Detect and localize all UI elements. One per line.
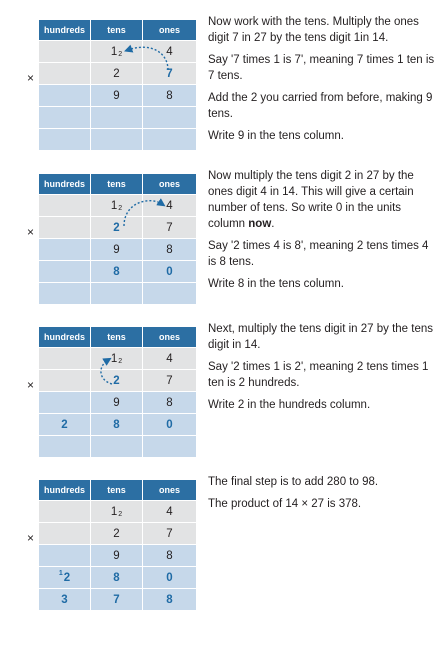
cell: 2 — [91, 63, 143, 85]
paragraph: Say '2 times 1 is 2', meaning 2 tens times 1 ten is 2 hundreds. — [208, 361, 429, 389]
cell: 8 — [143, 392, 196, 414]
cell — [143, 107, 196, 129]
times-sign: × — [27, 531, 35, 545]
cell: 9 — [91, 392, 143, 414]
cell: 4 — [143, 195, 196, 217]
cell: 4 — [143, 501, 196, 523]
step-1-grid — [39, 20, 196, 151]
cell: 9 — [91, 85, 143, 107]
cell — [39, 523, 91, 545]
paragraph: Write 8 in the tens column. — [208, 278, 344, 290]
paragraph: Write 9 in the tens column. — [208, 130, 344, 142]
header-hundreds: hundreds — [39, 174, 91, 195]
cell-carry: 1 2 — [91, 348, 143, 370]
cell — [39, 195, 91, 217]
cell-highlight: 8 — [91, 261, 143, 283]
cell-highlight: 0 — [143, 261, 196, 283]
cell — [39, 261, 91, 283]
cell: 9 — [91, 545, 143, 567]
header-tens: tens — [91, 20, 143, 41]
cell-carry: 1 2 — [91, 501, 143, 523]
cell-highlight: 8 — [91, 567, 143, 589]
header-tens: tens — [91, 327, 143, 348]
cell-highlight: 0 — [143, 414, 196, 436]
paragraph: The final step is to add 280 to 98. — [208, 476, 379, 488]
cell — [39, 85, 91, 107]
times-sign: × — [27, 225, 35, 239]
cell-highlight: 2 — [39, 414, 91, 436]
step-1-text — [208, 14, 436, 150]
cell — [39, 239, 91, 261]
cell: 8 — [143, 85, 196, 107]
header-tens: tens — [91, 480, 143, 501]
cell — [39, 107, 91, 129]
cell-carry: 1 2 — [91, 195, 143, 217]
paragraph — [208, 168, 436, 232]
cell — [143, 436, 196, 458]
cell: 7 — [143, 370, 196, 392]
cell: 7 — [143, 523, 196, 545]
step-3-text — [208, 321, 436, 419]
cell — [91, 107, 143, 129]
header-ones: ones — [143, 20, 196, 41]
step-4-text — [208, 474, 436, 518]
cell: 2 — [91, 523, 143, 545]
cell — [39, 436, 91, 458]
emphasis: now — [248, 218, 272, 230]
cell: 8 — [143, 545, 196, 567]
cell: 4 — [143, 41, 196, 63]
cell — [39, 283, 91, 305]
step-2-grid — [39, 174, 196, 305]
cell-carry-highlight: 1 2 — [39, 567, 91, 589]
paragraph: Say '2 times 4 is 8', meaning 2 tens times 4 is 8 tens. — [208, 240, 429, 268]
cell-highlight: 8 — [143, 589, 196, 611]
cell — [39, 545, 91, 567]
cell: 9 — [91, 239, 143, 261]
cell — [143, 283, 196, 305]
header-ones: ones — [143, 174, 196, 195]
paragraph-text: Now multiply the tens digit 2 in 27 by the ones digit 4 in 14. This will give a certain number of tens. So write 0 in the units column — [208, 170, 414, 230]
cell — [39, 41, 91, 63]
header-tens: tens — [91, 174, 143, 195]
cell-highlight: 2 — [91, 370, 143, 392]
cell-highlight: 7 — [143, 63, 196, 85]
step-2-text — [208, 168, 436, 298]
cell-highlight: 7 — [91, 589, 143, 611]
cell — [39, 63, 91, 85]
paragraph: Say '7 times 1 is 7', meaning 7 times 1 ten is 7 tens. — [208, 54, 435, 82]
paragraph: Next, multiply the tens digit in 27 by the tens digit in 14. — [208, 323, 434, 351]
cell — [39, 501, 91, 523]
cell-highlight: 2 — [91, 217, 143, 239]
header-ones: ones — [143, 480, 196, 501]
header-hundreds: hundreds — [39, 480, 91, 501]
cell-highlight: 3 — [39, 589, 91, 611]
cell — [143, 129, 196, 151]
header-hundreds: hundreds — [39, 20, 91, 41]
cell-highlight: 0 — [143, 567, 196, 589]
paragraph: Now work with the tens. Multiply the ones digit 7 in 27 by the tens digit 1in 14. — [208, 16, 419, 44]
step-3-grid — [39, 327, 196, 458]
cell — [91, 129, 143, 151]
cell-highlight: 8 — [91, 414, 143, 436]
header-hundreds: hundreds — [39, 327, 91, 348]
times-sign: × — [27, 71, 35, 85]
paragraph: Add the 2 you carried from before, making 9 tens. — [208, 92, 433, 120]
header-ones: ones — [143, 327, 196, 348]
step-4-grid — [39, 480, 196, 611]
times-sign: × — [27, 378, 35, 392]
cell — [91, 436, 143, 458]
cell — [91, 283, 143, 305]
paragraph: The product of 14 × 27 is 378. — [208, 498, 362, 510]
cell: 7 — [143, 217, 196, 239]
emphasis-after: . — [271, 218, 275, 230]
cell: 8 — [143, 239, 196, 261]
cell-carry: 1 2 — [91, 41, 143, 63]
cell — [39, 370, 91, 392]
cell — [39, 217, 91, 239]
cell — [39, 129, 91, 151]
cell — [39, 348, 91, 370]
paragraph: Write 2 in the hundreds column. — [208, 399, 371, 411]
cell: 4 — [143, 348, 196, 370]
cell — [39, 392, 91, 414]
